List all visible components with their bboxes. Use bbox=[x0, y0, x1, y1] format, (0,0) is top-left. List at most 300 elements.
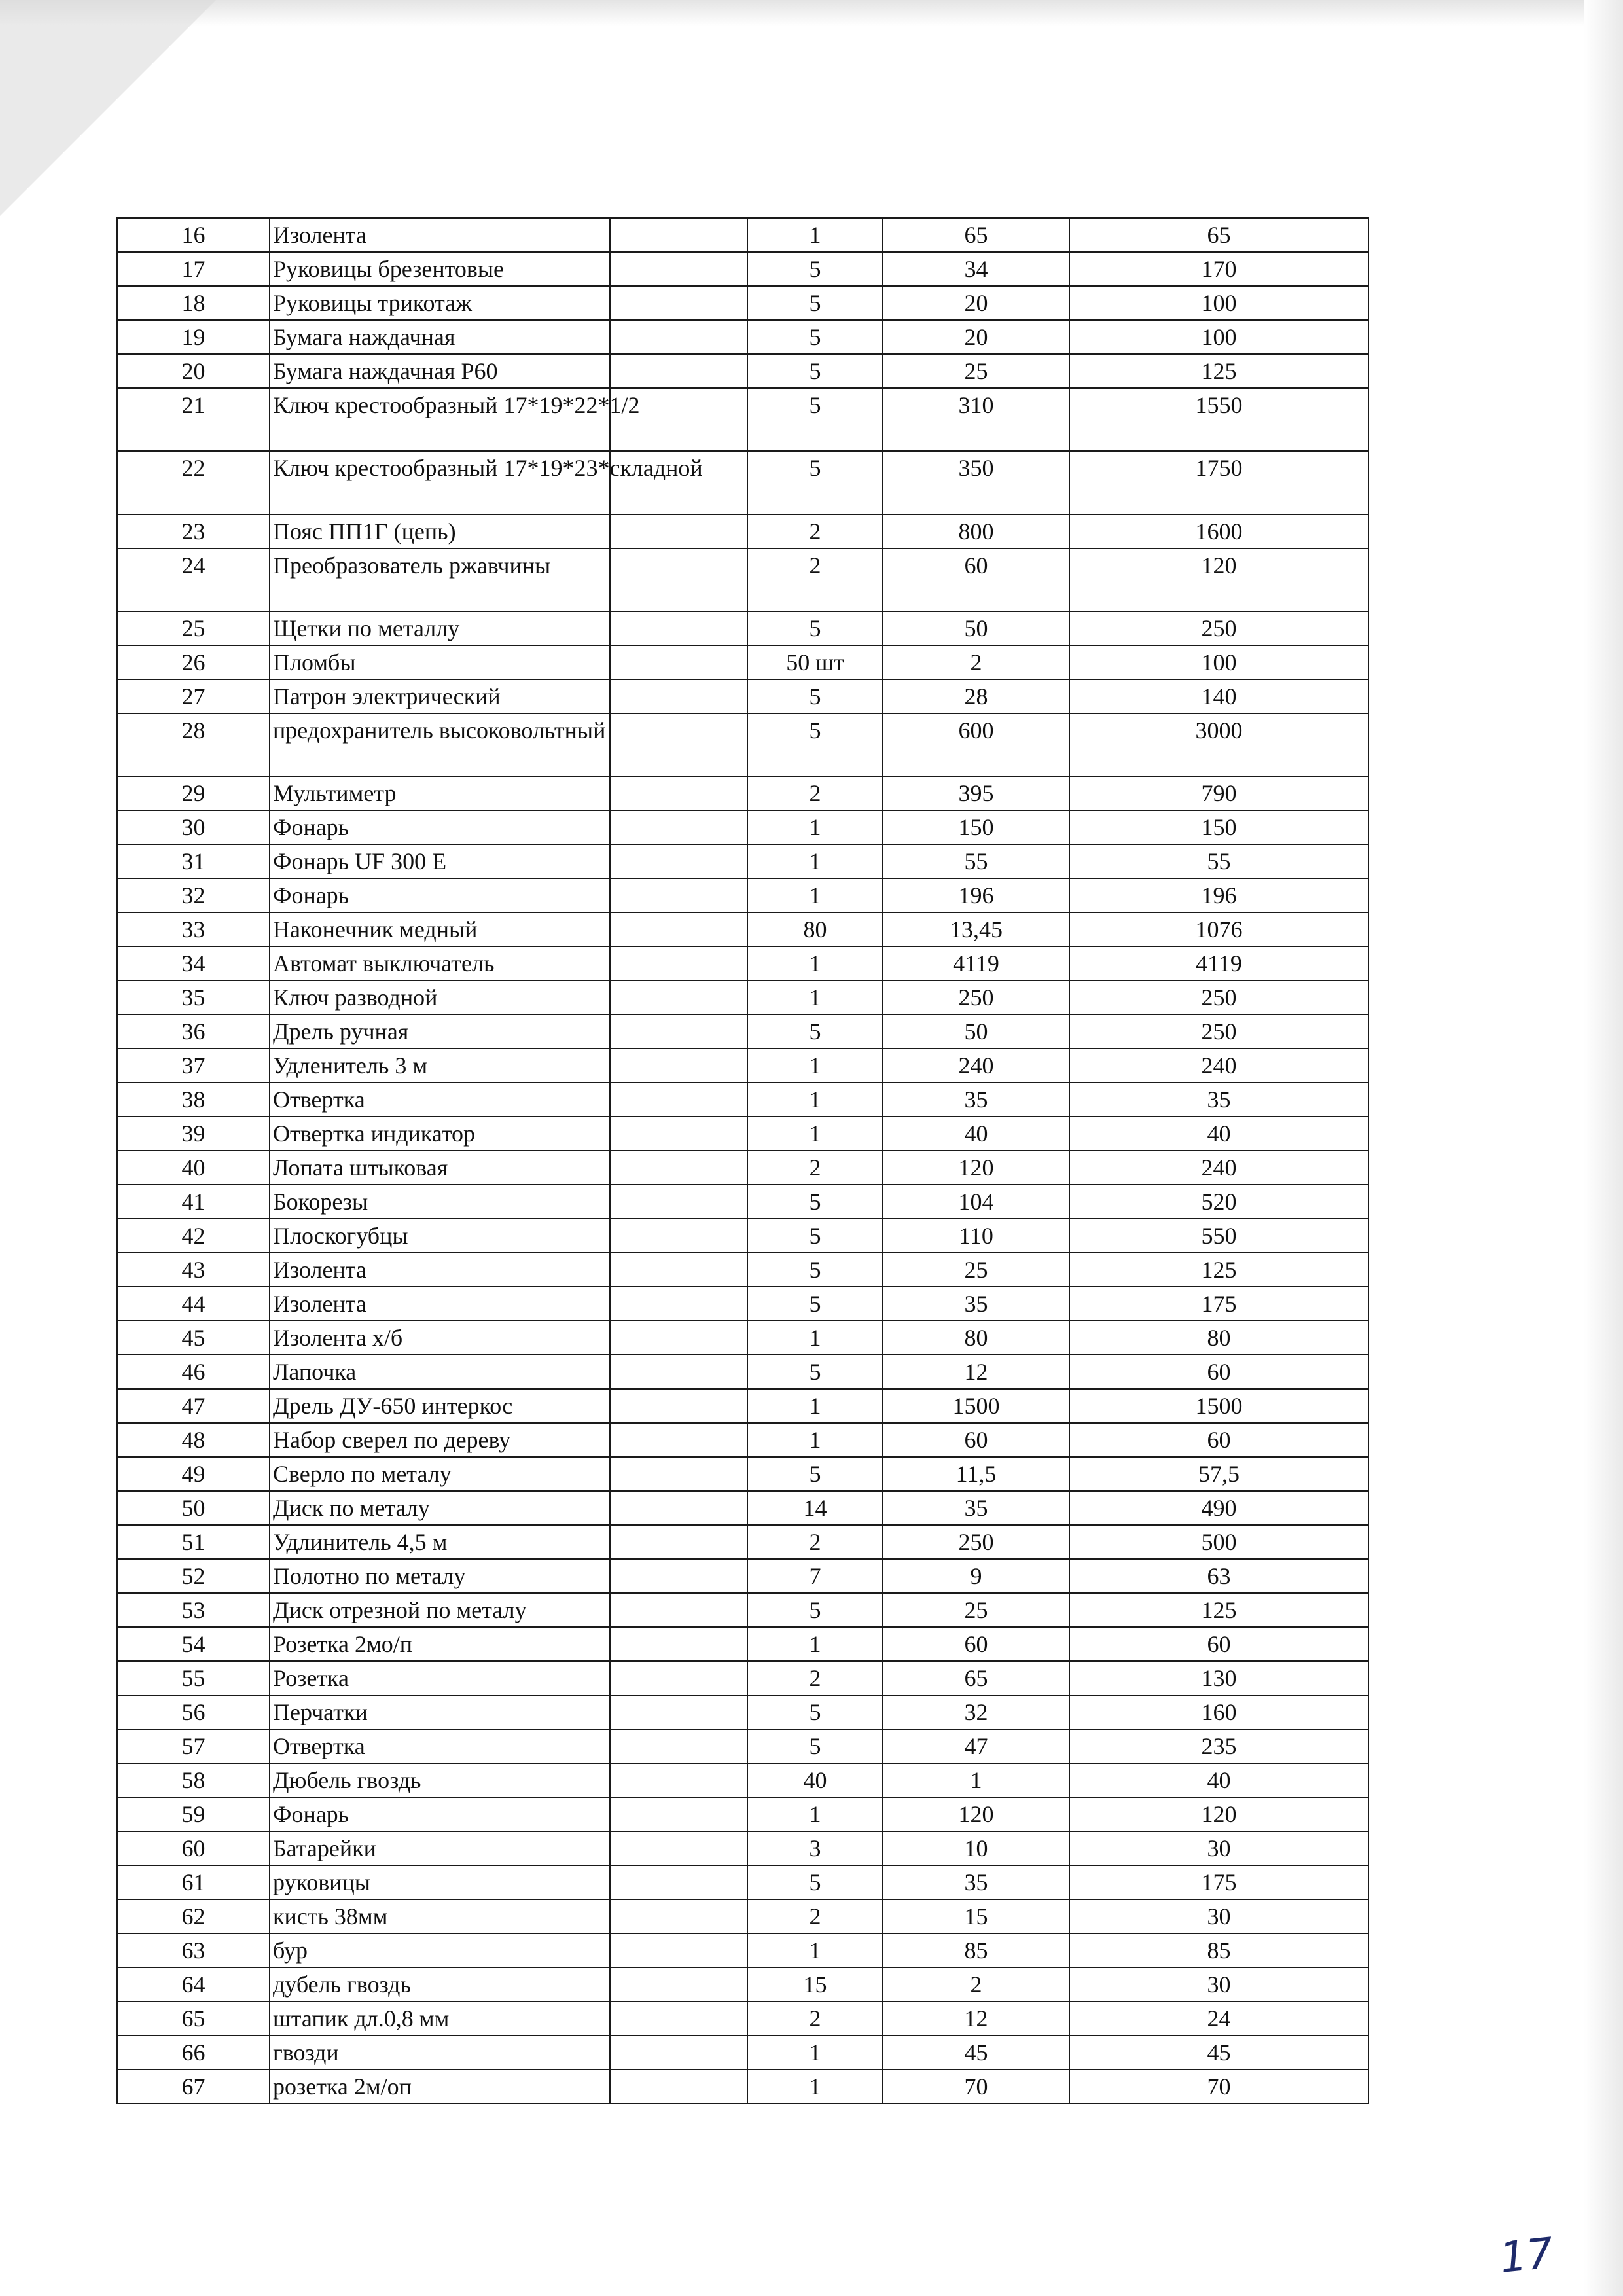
sum-cell: 500 bbox=[1069, 1525, 1368, 1559]
price-cell: 800 bbox=[883, 514, 1069, 548]
price-cell: 2 bbox=[883, 1967, 1069, 2001]
item-name-cell: Диск по металу bbox=[270, 1491, 610, 1525]
table-row bbox=[117, 1355, 1368, 1389]
item-name-cell: Ключ разводной bbox=[270, 980, 610, 1014]
unit-cell bbox=[610, 1049, 747, 1083]
item-name-cell: Фонарь bbox=[270, 878, 610, 912]
price-cell: 70 bbox=[883, 2070, 1069, 2104]
quantity-cell: 5 bbox=[747, 611, 883, 645]
item-name-cell: кисть 38мм bbox=[270, 1899, 610, 1933]
quantity-cell: 7 bbox=[747, 1559, 883, 1593]
scan-shadow bbox=[0, 0, 1623, 26]
price-cell: 13,45 bbox=[883, 912, 1069, 946]
item-name-cell: Пояс ПП1Г (цепь) bbox=[270, 514, 610, 548]
row-number-cell: 46 bbox=[117, 1355, 270, 1389]
quantity-cell: 5 bbox=[747, 1287, 883, 1321]
quantity-cell: 2 bbox=[747, 2001, 883, 2036]
unit-cell bbox=[610, 286, 747, 320]
item-name-cell: Фонарь bbox=[270, 810, 610, 844]
handwritten-page-number: 17 bbox=[1497, 2229, 1556, 2284]
sum-cell: 240 bbox=[1069, 1151, 1368, 1185]
unit-cell bbox=[610, 2036, 747, 2070]
unit-cell bbox=[610, 1729, 747, 1763]
item-name-cell: Наконечник медный bbox=[270, 912, 610, 946]
table-row bbox=[117, 1627, 1368, 1661]
row-number-cell: 30 bbox=[117, 810, 270, 844]
price-cell: 20 bbox=[883, 320, 1069, 354]
sum-cell: 4119 bbox=[1069, 946, 1368, 980]
quantity-cell: 1 bbox=[747, 1321, 883, 1355]
price-cell: 28 bbox=[883, 679, 1069, 713]
item-name-cell: Полотно по металу bbox=[270, 1559, 610, 1593]
item-name-cell: штапик дл.0,8 мм bbox=[270, 2001, 610, 2036]
row-number-cell: 53 bbox=[117, 1593, 270, 1627]
sum-cell: 60 bbox=[1069, 1355, 1368, 1389]
item-name-cell: Руковицы брезентовые bbox=[270, 252, 610, 286]
sum-cell: 1750 bbox=[1069, 451, 1368, 514]
row-number-cell: 28 bbox=[117, 713, 270, 776]
item-name-cell: Фонарь bbox=[270, 1797, 610, 1831]
sum-cell: 60 bbox=[1069, 1423, 1368, 1457]
item-name-cell: Пломбы bbox=[270, 645, 610, 679]
price-cell: 25 bbox=[883, 1593, 1069, 1627]
quantity-cell: 14 bbox=[747, 1491, 883, 1525]
quantity-cell: 5 bbox=[747, 354, 883, 388]
price-cell: 15 bbox=[883, 1899, 1069, 1933]
item-name-cell: Изолента bbox=[270, 1253, 610, 1287]
sum-cell: 125 bbox=[1069, 1253, 1368, 1287]
row-number-cell: 65 bbox=[117, 2001, 270, 2036]
item-name-cell: Щетки по металлу bbox=[270, 611, 610, 645]
table-row bbox=[117, 878, 1368, 912]
quantity-cell: 1 bbox=[747, 1423, 883, 1457]
price-cell: 120 bbox=[883, 1151, 1069, 1185]
table-row bbox=[117, 451, 1368, 514]
table-row bbox=[117, 2036, 1368, 2070]
sum-cell: 55 bbox=[1069, 844, 1368, 878]
table-row bbox=[117, 1831, 1368, 1865]
item-name-cell: Ключ крестообразный 17*19*22*1/2 bbox=[270, 388, 610, 451]
price-cell: 32 bbox=[883, 1695, 1069, 1729]
sum-cell: 35 bbox=[1069, 1083, 1368, 1117]
sum-cell: 100 bbox=[1069, 645, 1368, 679]
item-name-cell: гвозди bbox=[270, 2036, 610, 2070]
row-number-cell: 24 bbox=[117, 548, 270, 611]
unit-cell bbox=[610, 776, 747, 810]
table-row bbox=[117, 679, 1368, 713]
table-row bbox=[117, 354, 1368, 388]
inventory-table bbox=[116, 217, 1369, 2104]
unit-cell bbox=[610, 1151, 747, 1185]
price-cell: 60 bbox=[883, 1423, 1069, 1457]
quantity-cell: 1 bbox=[747, 1797, 883, 1831]
price-cell: 47 bbox=[883, 1729, 1069, 1763]
row-number-cell: 26 bbox=[117, 645, 270, 679]
price-cell: 45 bbox=[883, 2036, 1069, 2070]
sum-cell: 24 bbox=[1069, 2001, 1368, 2036]
row-number-cell: 43 bbox=[117, 1253, 270, 1287]
sum-cell: 60 bbox=[1069, 1627, 1368, 1661]
table-row bbox=[117, 1014, 1368, 1049]
price-cell: 11,5 bbox=[883, 1457, 1069, 1491]
table-row bbox=[117, 320, 1368, 354]
item-name-cell: Перчатки bbox=[270, 1695, 610, 1729]
price-cell: 65 bbox=[883, 218, 1069, 252]
sum-cell: 250 bbox=[1069, 611, 1368, 645]
table-row bbox=[117, 1593, 1368, 1627]
quantity-cell: 2 bbox=[747, 1151, 883, 1185]
quantity-cell: 5 bbox=[747, 388, 883, 451]
row-number-cell: 37 bbox=[117, 1049, 270, 1083]
sum-cell: 70 bbox=[1069, 2070, 1368, 2104]
quantity-cell: 1 bbox=[747, 1049, 883, 1083]
price-cell: 2 bbox=[883, 645, 1069, 679]
table-row bbox=[117, 1457, 1368, 1491]
quantity-cell: 50 шт bbox=[747, 645, 883, 679]
sum-cell: 1550 bbox=[1069, 388, 1368, 451]
row-number-cell: 19 bbox=[117, 320, 270, 354]
unit-cell bbox=[610, 1219, 747, 1253]
table-row bbox=[117, 1967, 1368, 2001]
price-cell: 35 bbox=[883, 1083, 1069, 1117]
unit-cell bbox=[610, 1014, 747, 1049]
row-number-cell: 36 bbox=[117, 1014, 270, 1049]
row-number-cell: 67 bbox=[117, 2070, 270, 2104]
row-number-cell: 57 bbox=[117, 1729, 270, 1763]
inventory-table-body bbox=[117, 218, 1368, 2104]
price-cell: 310 bbox=[883, 388, 1069, 451]
price-cell: 20 bbox=[883, 286, 1069, 320]
sum-cell: 1076 bbox=[1069, 912, 1368, 946]
row-number-cell: 62 bbox=[117, 1899, 270, 1933]
unit-cell bbox=[610, 514, 747, 548]
item-name-cell: бур bbox=[270, 1933, 610, 1967]
price-cell: 395 bbox=[883, 776, 1069, 810]
sum-cell: 250 bbox=[1069, 1014, 1368, 1049]
quantity-cell: 3 bbox=[747, 1831, 883, 1865]
unit-cell bbox=[610, 1389, 747, 1423]
row-number-cell: 16 bbox=[117, 218, 270, 252]
row-number-cell: 66 bbox=[117, 2036, 270, 2070]
unit-cell bbox=[610, 218, 747, 252]
sum-cell: 170 bbox=[1069, 252, 1368, 286]
table-row bbox=[117, 1423, 1368, 1457]
item-name-cell: Изолента х/б bbox=[270, 1321, 610, 1355]
price-cell: 240 bbox=[883, 1049, 1069, 1083]
row-number-cell: 41 bbox=[117, 1185, 270, 1219]
table-row bbox=[117, 713, 1368, 776]
table-row bbox=[117, 1049, 1368, 1083]
quantity-cell: 5 bbox=[747, 1014, 883, 1049]
sum-cell: 80 bbox=[1069, 1321, 1368, 1355]
table-row bbox=[117, 1321, 1368, 1355]
row-number-cell: 20 bbox=[117, 354, 270, 388]
quantity-cell: 5 bbox=[747, 1219, 883, 1253]
price-cell: 10 bbox=[883, 1831, 1069, 1865]
row-number-cell: 18 bbox=[117, 286, 270, 320]
table-row bbox=[117, 1695, 1368, 1729]
row-number-cell: 45 bbox=[117, 1321, 270, 1355]
row-number-cell: 32 bbox=[117, 878, 270, 912]
sum-cell: 63 bbox=[1069, 1559, 1368, 1593]
item-name-cell: Изолента bbox=[270, 1287, 610, 1321]
price-cell: 104 bbox=[883, 1185, 1069, 1219]
price-cell: 60 bbox=[883, 548, 1069, 611]
unit-cell bbox=[610, 1253, 747, 1287]
sum-cell: 100 bbox=[1069, 286, 1368, 320]
sum-cell: 125 bbox=[1069, 1593, 1368, 1627]
sum-cell: 30 bbox=[1069, 1831, 1368, 1865]
price-cell: 50 bbox=[883, 1014, 1069, 1049]
unit-cell bbox=[610, 844, 747, 878]
quantity-cell: 5 bbox=[747, 679, 883, 713]
table-row bbox=[117, 776, 1368, 810]
item-name-cell: Сверло по металу bbox=[270, 1457, 610, 1491]
price-cell: 12 bbox=[883, 1355, 1069, 1389]
sum-cell: 65 bbox=[1069, 218, 1368, 252]
sum-cell: 57,5 bbox=[1069, 1457, 1368, 1491]
table-row bbox=[117, 844, 1368, 878]
quantity-cell: 1 bbox=[747, 218, 883, 252]
unit-cell bbox=[610, 1763, 747, 1797]
quantity-cell: 1 bbox=[747, 2070, 883, 2104]
item-name-cell: руковицы bbox=[270, 1865, 610, 1899]
quantity-cell: 1 bbox=[747, 1627, 883, 1661]
sum-cell: 140 bbox=[1069, 679, 1368, 713]
table-row bbox=[117, 218, 1368, 252]
price-cell: 250 bbox=[883, 980, 1069, 1014]
table-row bbox=[117, 1729, 1368, 1763]
table-row bbox=[117, 2001, 1368, 2036]
price-cell: 85 bbox=[883, 1933, 1069, 1967]
item-name-cell: Удленитель 3 м bbox=[270, 1049, 610, 1083]
item-name-cell: Отвертка bbox=[270, 1729, 610, 1763]
item-name-cell: Дрель ручная bbox=[270, 1014, 610, 1049]
quantity-cell: 1 bbox=[747, 946, 883, 980]
unit-cell bbox=[610, 946, 747, 980]
unit-cell bbox=[610, 713, 747, 776]
row-number-cell: 25 bbox=[117, 611, 270, 645]
table-row bbox=[117, 980, 1368, 1014]
sum-cell: 40 bbox=[1069, 1117, 1368, 1151]
quantity-cell: 80 bbox=[747, 912, 883, 946]
row-number-cell: 60 bbox=[117, 1831, 270, 1865]
quantity-cell: 1 bbox=[747, 844, 883, 878]
item-name-cell: Лопата штыковая bbox=[270, 1151, 610, 1185]
price-cell: 25 bbox=[883, 1253, 1069, 1287]
row-number-cell: 56 bbox=[117, 1695, 270, 1729]
item-name-cell: дубель гвоздь bbox=[270, 1967, 610, 2001]
row-number-cell: 42 bbox=[117, 1219, 270, 1253]
unit-cell bbox=[610, 1559, 747, 1593]
unit-cell bbox=[610, 320, 747, 354]
unit-cell bbox=[610, 645, 747, 679]
item-name-cell: Дрель ДУ-650 интеркос bbox=[270, 1389, 610, 1423]
price-cell: 25 bbox=[883, 354, 1069, 388]
price-cell: 350 bbox=[883, 451, 1069, 514]
item-name-cell: Отвертка bbox=[270, 1083, 610, 1117]
row-number-cell: 34 bbox=[117, 946, 270, 980]
row-number-cell: 50 bbox=[117, 1491, 270, 1525]
row-number-cell: 23 bbox=[117, 514, 270, 548]
table-row bbox=[117, 1083, 1368, 1117]
unit-cell bbox=[610, 980, 747, 1014]
row-number-cell: 31 bbox=[117, 844, 270, 878]
row-number-cell: 55 bbox=[117, 1661, 270, 1695]
sum-cell: 30 bbox=[1069, 1899, 1368, 1933]
price-cell: 34 bbox=[883, 252, 1069, 286]
price-cell: 150 bbox=[883, 810, 1069, 844]
item-name-cell: Отвертка индикатор bbox=[270, 1117, 610, 1151]
sum-cell: 150 bbox=[1069, 810, 1368, 844]
table-row bbox=[117, 645, 1368, 679]
row-number-cell: 48 bbox=[117, 1423, 270, 1457]
table-row bbox=[117, 1525, 1368, 1559]
quantity-cell: 5 bbox=[747, 1695, 883, 1729]
sum-cell: 550 bbox=[1069, 1219, 1368, 1253]
unit-cell bbox=[610, 1287, 747, 1321]
price-cell: 250 bbox=[883, 1525, 1069, 1559]
row-number-cell: 40 bbox=[117, 1151, 270, 1185]
unit-cell bbox=[610, 878, 747, 912]
unit-cell bbox=[610, 1831, 747, 1865]
item-name-cell: Руковицы трикотаж bbox=[270, 286, 610, 320]
price-cell: 80 bbox=[883, 1321, 1069, 1355]
row-number-cell: 35 bbox=[117, 980, 270, 1014]
folded-corner bbox=[0, 0, 216, 216]
table-row bbox=[117, 1185, 1368, 1219]
price-cell: 600 bbox=[883, 713, 1069, 776]
sum-cell: 125 bbox=[1069, 354, 1368, 388]
unit-cell bbox=[610, 1355, 747, 1389]
price-cell: 1500 bbox=[883, 1389, 1069, 1423]
unit-cell bbox=[610, 2070, 747, 2104]
row-number-cell: 38 bbox=[117, 1083, 270, 1117]
sum-cell: 790 bbox=[1069, 776, 1368, 810]
row-number-cell: 22 bbox=[117, 451, 270, 514]
item-name-cell: Розетка bbox=[270, 1661, 610, 1695]
table-row bbox=[117, 1287, 1368, 1321]
sum-cell: 196 bbox=[1069, 878, 1368, 912]
row-number-cell: 21 bbox=[117, 388, 270, 451]
table-row bbox=[117, 946, 1368, 980]
unit-cell bbox=[610, 912, 747, 946]
item-name-cell: Дюбель гвоздь bbox=[270, 1763, 610, 1797]
table-row bbox=[117, 810, 1368, 844]
quantity-cell: 2 bbox=[747, 548, 883, 611]
unit-cell bbox=[610, 1593, 747, 1627]
quantity-cell: 40 bbox=[747, 1763, 883, 1797]
unit-cell bbox=[610, 1525, 747, 1559]
item-name-cell: Набор сверел по дереву bbox=[270, 1423, 610, 1457]
table-row bbox=[117, 1865, 1368, 1899]
item-name-cell: Батарейки bbox=[270, 1831, 610, 1865]
unit-cell bbox=[610, 1117, 747, 1151]
item-name-cell: Изолента bbox=[270, 218, 610, 252]
price-cell: 110 bbox=[883, 1219, 1069, 1253]
table-row bbox=[117, 548, 1368, 611]
page-edge-shadow bbox=[1584, 0, 1623, 2296]
table-row bbox=[117, 1797, 1368, 1831]
sum-cell: 235 bbox=[1069, 1729, 1368, 1763]
table-row bbox=[117, 611, 1368, 645]
price-cell: 196 bbox=[883, 878, 1069, 912]
sum-cell: 100 bbox=[1069, 320, 1368, 354]
item-name-cell: Лапочка bbox=[270, 1355, 610, 1389]
quantity-cell: 5 bbox=[747, 1253, 883, 1287]
sum-cell: 1500 bbox=[1069, 1389, 1368, 1423]
table-row bbox=[117, 514, 1368, 548]
row-number-cell: 59 bbox=[117, 1797, 270, 1831]
sum-cell: 30 bbox=[1069, 1967, 1368, 2001]
sum-cell: 240 bbox=[1069, 1049, 1368, 1083]
price-cell: 35 bbox=[883, 1491, 1069, 1525]
quantity-cell: 1 bbox=[747, 1083, 883, 1117]
quantity-cell: 1 bbox=[747, 810, 883, 844]
quantity-cell: 1 bbox=[747, 1117, 883, 1151]
price-cell: 120 bbox=[883, 1797, 1069, 1831]
price-cell: 50 bbox=[883, 611, 1069, 645]
quantity-cell: 5 bbox=[747, 451, 883, 514]
sum-cell: 160 bbox=[1069, 1695, 1368, 1729]
unit-cell bbox=[610, 1423, 747, 1457]
table-row bbox=[117, 286, 1368, 320]
table-row bbox=[117, 1763, 1368, 1797]
unit-cell bbox=[610, 1695, 747, 1729]
row-number-cell: 44 bbox=[117, 1287, 270, 1321]
row-number-cell: 63 bbox=[117, 1933, 270, 1967]
item-name-cell: Ключ крестообразный 17*19*23*складной bbox=[270, 451, 610, 514]
quantity-cell: 5 bbox=[747, 1593, 883, 1627]
unit-cell bbox=[610, 1321, 747, 1355]
quantity-cell: 5 bbox=[747, 320, 883, 354]
table-row bbox=[117, 1253, 1368, 1287]
quantity-cell: 1 bbox=[747, 1933, 883, 1967]
sum-cell: 85 bbox=[1069, 1933, 1368, 1967]
item-name-cell: Автомат выключатель bbox=[270, 946, 610, 980]
price-cell: 1 bbox=[883, 1763, 1069, 1797]
table-row bbox=[117, 912, 1368, 946]
quantity-cell: 1 bbox=[747, 1389, 883, 1423]
sum-cell: 175 bbox=[1069, 1287, 1368, 1321]
quantity-cell: 5 bbox=[747, 713, 883, 776]
unit-cell bbox=[610, 354, 747, 388]
quantity-cell: 1 bbox=[747, 878, 883, 912]
item-name-cell: Фонарь UF 300 E bbox=[270, 844, 610, 878]
row-number-cell: 52 bbox=[117, 1559, 270, 1593]
sum-cell: 1600 bbox=[1069, 514, 1368, 548]
quantity-cell: 5 bbox=[747, 286, 883, 320]
table-row bbox=[117, 1899, 1368, 1933]
table-row bbox=[117, 1151, 1368, 1185]
unit-cell bbox=[610, 252, 747, 286]
price-cell: 35 bbox=[883, 1287, 1069, 1321]
price-cell: 55 bbox=[883, 844, 1069, 878]
sum-cell: 520 bbox=[1069, 1185, 1368, 1219]
quantity-cell: 5 bbox=[747, 1355, 883, 1389]
price-cell: 65 bbox=[883, 1661, 1069, 1695]
item-name-cell: Патрон электрический bbox=[270, 679, 610, 713]
price-cell: 12 bbox=[883, 2001, 1069, 2036]
sum-cell: 120 bbox=[1069, 548, 1368, 611]
sum-cell: 175 bbox=[1069, 1865, 1368, 1899]
sum-cell: 40 bbox=[1069, 1763, 1368, 1797]
row-number-cell: 61 bbox=[117, 1865, 270, 1899]
item-name-cell: Бокорезы bbox=[270, 1185, 610, 1219]
table-row bbox=[117, 1559, 1368, 1593]
item-name-cell: Удлинитель 4,5 м bbox=[270, 1525, 610, 1559]
row-number-cell: 58 bbox=[117, 1763, 270, 1797]
